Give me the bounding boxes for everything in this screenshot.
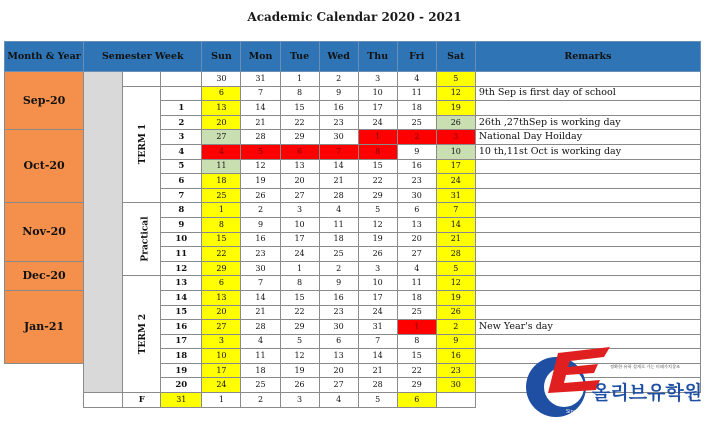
header-sat: Sat [436, 42, 475, 72]
day-cell-wed: 23 [319, 305, 358, 320]
term-empty [123, 72, 161, 87]
week-number: 10 [161, 232, 202, 247]
day-cell-mon: 23 [241, 247, 280, 262]
day-cell-fri: 25 [397, 115, 436, 130]
day-cell-fri: 27 [397, 247, 436, 262]
day-cell-wed: 4 [319, 203, 358, 218]
remark-cell [475, 101, 700, 116]
day-cell-tue: 2 [241, 393, 280, 408]
day-cell-thu: 24 [358, 115, 397, 130]
month-cell: Dec-20 [5, 261, 84, 290]
day-cell-fri: 5 [358, 393, 397, 408]
day-cell-wed: 25 [319, 247, 358, 262]
day-cell-tue: 13 [280, 159, 319, 174]
week-number: 15 [161, 305, 202, 320]
day-cell-fri: 23 [397, 174, 436, 189]
header-semester-week: Semester Week [84, 42, 202, 72]
day-cell-sat: 17 [436, 159, 475, 174]
day-cell-tue: 20 [280, 174, 319, 189]
day-cell-fri: 11 [397, 86, 436, 101]
day-cell-mon: 2 [241, 203, 280, 218]
day-cell-tue: 6 [280, 144, 319, 159]
day-cell-fri: 18 [397, 290, 436, 305]
remark-cell [475, 247, 700, 262]
remark-cell: 26th ,27thSep is working day [475, 115, 700, 130]
day-cell-wed: 27 [319, 378, 358, 393]
day-cell-sat: 5 [436, 261, 475, 276]
day-cell-thu: 15 [358, 159, 397, 174]
week-number: 5 [161, 159, 202, 174]
day-cell-fri: 1 [397, 320, 436, 335]
remark-cell [436, 393, 475, 408]
month-cell: Jan-21 [5, 290, 84, 363]
week-number: 6 [161, 174, 202, 189]
day-cell-thu: 17 [358, 290, 397, 305]
semester-empty [84, 393, 123, 408]
header-fri: Fri [397, 42, 436, 72]
day-cell-sat: 16 [436, 349, 475, 364]
week-number: 11 [161, 247, 202, 262]
remark-cell [475, 159, 700, 174]
week-number [161, 86, 202, 101]
remark-cell [475, 174, 700, 189]
day-cell-tue: 19 [280, 363, 319, 378]
day-cell-sun: 11 [202, 159, 241, 174]
remark-cell [475, 217, 700, 232]
day-cell-fri: 15 [397, 349, 436, 364]
day-cell-sun: 13 [202, 290, 241, 305]
day-cell-tue: 3 [280, 203, 319, 218]
day-cell-thu: 8 [358, 144, 397, 159]
day-cell-sat: 3 [436, 130, 475, 145]
week-number: 8 [161, 203, 202, 218]
day-cell-sun: 30 [202, 72, 241, 87]
day-cell-fri: 25 [397, 305, 436, 320]
remark-cell: 10 th,11st Oct is working day [475, 144, 700, 159]
day-cell-thu: 31 [358, 320, 397, 335]
day-cell-sun: 1 [202, 203, 241, 218]
day-cell-mon: 28 [241, 320, 280, 335]
day-cell-fri: 4 [397, 72, 436, 87]
logo-tagline: 정확한 유학 설계로 가는 미래가치창조 [610, 364, 681, 369]
week-number: 19 [161, 363, 202, 378]
remark-cell [475, 276, 700, 291]
day-cell-thu: 26 [358, 247, 397, 262]
header-remarks: Remarks [475, 42, 700, 72]
day-cell-sun: 15 [202, 232, 241, 247]
day-cell-wed: 21 [319, 174, 358, 189]
day-cell-thu: 3 [358, 261, 397, 276]
day-cell-sat: 10 [436, 144, 475, 159]
day-cell-sat: 14 [436, 217, 475, 232]
day-cell-tue: 8 [280, 276, 319, 291]
day-cell-wed: 2 [319, 72, 358, 87]
week-number: 1 [161, 101, 202, 116]
day-cell-sat: 26 [436, 115, 475, 130]
week-number: 2 [161, 115, 202, 130]
day-cell-thu: 14 [358, 349, 397, 364]
day-cell-tue: 26 [280, 378, 319, 393]
day-cell-wed: 28 [319, 188, 358, 203]
day-cell-mon: 28 [241, 130, 280, 145]
remark-cell [475, 72, 700, 87]
day-cell-sun: 3 [202, 334, 241, 349]
day-cell-fri: 29 [397, 378, 436, 393]
day-cell-mon: 7 [241, 86, 280, 101]
day-cell-wed: 9 [319, 276, 358, 291]
day-cell-wed: 13 [319, 349, 358, 364]
day-cell-sun: 18 [202, 174, 241, 189]
month-empty [5, 363, 84, 407]
term-cell [123, 86, 161, 203]
day-cell-thu: 1 [358, 130, 397, 145]
day-cell-tue: 22 [280, 115, 319, 130]
week-number: 14 [161, 290, 202, 305]
week-number: 20 [161, 378, 202, 393]
week-number: 7 [161, 188, 202, 203]
header-thu: Thu [358, 42, 397, 72]
day-cell-fri: 2 [397, 130, 436, 145]
header-sun: Sun [202, 42, 241, 72]
day-cell-wed: 2 [319, 261, 358, 276]
remark-cell [475, 232, 700, 247]
day-cell-fri: 11 [397, 276, 436, 291]
remark-cell [475, 290, 700, 305]
day-cell-fri: 4 [397, 261, 436, 276]
day-cell-thu: 10 [358, 276, 397, 291]
day-cell-tue: 29 [280, 130, 319, 145]
day-cell-fri: 30 [397, 188, 436, 203]
day-cell-tue: 5 [280, 334, 319, 349]
day-cell-wed: 3 [280, 393, 319, 408]
day-cell-sun: 31 [161, 393, 202, 408]
week-number: F [123, 393, 161, 408]
day-cell-wed: 7 [319, 144, 358, 159]
week-number: 16 [161, 320, 202, 335]
day-cell-tue: 29 [280, 320, 319, 335]
day-cell-sat: 19 [436, 101, 475, 116]
day-cell-sun: 10 [202, 349, 241, 364]
day-cell-thu: 12 [358, 217, 397, 232]
day-cell-mon: 9 [241, 217, 280, 232]
day-cell-wed: 18 [319, 232, 358, 247]
day-cell-sun: 24 [202, 378, 241, 393]
day-cell-sat: 24 [436, 174, 475, 189]
day-cell-tue: 1 [280, 72, 319, 87]
day-cell-thu: 10 [358, 86, 397, 101]
day-cell-thu: 7 [358, 334, 397, 349]
day-cell-sat: 6 [397, 393, 436, 408]
day-cell-tue: 10 [280, 217, 319, 232]
day-cell-sat: 28 [436, 247, 475, 262]
day-cell-sun: 8 [202, 217, 241, 232]
day-cell-sat: 2 [436, 320, 475, 335]
page-title: Academic Calendar 2020 - 2021 [247, 10, 462, 24]
day-cell-thu: 5 [358, 203, 397, 218]
day-cell-mon: 19 [241, 174, 280, 189]
remark-cell [475, 188, 700, 203]
day-cell-tue: 15 [280, 290, 319, 305]
day-cell-sun: 27 [202, 320, 241, 335]
day-cell-fri: 6 [397, 203, 436, 218]
day-cell-sun: 20 [202, 115, 241, 130]
day-cell-thu: 4 [319, 393, 358, 408]
day-cell-wed: 9 [319, 86, 358, 101]
day-cell-sun: 13 [202, 101, 241, 116]
day-cell-sat: 30 [436, 378, 475, 393]
day-cell-wed: 14 [319, 159, 358, 174]
day-cell-wed: 30 [319, 130, 358, 145]
term-label: TERM 2 [138, 313, 149, 355]
day-cell-thu: 17 [358, 101, 397, 116]
remark-cell [475, 261, 700, 276]
day-cell-mon: 7 [241, 276, 280, 291]
week-number: 3 [161, 130, 202, 145]
day-cell-wed: 16 [319, 101, 358, 116]
day-cell-sat: 19 [436, 290, 475, 305]
day-cell-sun: 25 [202, 188, 241, 203]
day-cell-sun: 17 [202, 363, 241, 378]
day-cell-sat: 5 [436, 72, 475, 87]
header-month-year: Month & Year [5, 42, 84, 72]
day-cell-thu: 28 [358, 378, 397, 393]
day-cell-mon: 31 [241, 72, 280, 87]
day-cell-mon: 11 [241, 349, 280, 364]
week-number [161, 72, 202, 87]
term-cell [123, 276, 161, 393]
day-cell-sat: 23 [436, 363, 475, 378]
day-cell-mon: 26 [241, 188, 280, 203]
week-number: 9 [161, 217, 202, 232]
day-cell-sat: 21 [436, 232, 475, 247]
day-cell-tue: 8 [280, 86, 319, 101]
day-cell-thu: 3 [358, 72, 397, 87]
day-cell-tue: 27 [280, 188, 319, 203]
remark-cell [475, 305, 700, 320]
remark-cell: National Day Hoilday [475, 130, 700, 145]
day-cell-thu: 29 [358, 188, 397, 203]
day-cell-fri: 13 [397, 217, 436, 232]
day-cell-wed: 11 [319, 217, 358, 232]
month-cell: Oct-20 [5, 130, 84, 203]
term-cell [123, 203, 161, 276]
day-cell-mon: 25 [241, 378, 280, 393]
day-cell-thu: 21 [358, 363, 397, 378]
day-cell-sat: 12 [436, 276, 475, 291]
day-cell-tue: 1 [280, 261, 319, 276]
logo-since: Since 2001 [566, 409, 594, 415]
day-cell-sun: 29 [202, 261, 241, 276]
day-cell-sat: 12 [436, 86, 475, 101]
day-cell-mon: 21 [241, 115, 280, 130]
day-cell-sun: 4 [202, 144, 241, 159]
day-cell-fri: 16 [397, 159, 436, 174]
month-cell: Nov-20 [5, 203, 84, 261]
day-cell-tue: 22 [280, 305, 319, 320]
day-cell-sun: 6 [202, 86, 241, 101]
day-cell-mon: 30 [241, 261, 280, 276]
day-cell-mon: 21 [241, 305, 280, 320]
week-number: 4 [161, 144, 202, 159]
header-tue: Tue [280, 42, 319, 72]
day-cell-fri: 18 [397, 101, 436, 116]
day-cell-mon: 1 [202, 393, 241, 408]
day-cell-mon: 4 [241, 334, 280, 349]
header-wed: Wed [319, 42, 358, 72]
olive-study-abroad-logo [518, 343, 702, 427]
day-cell-tue: 12 [280, 349, 319, 364]
day-cell-mon: 14 [241, 290, 280, 305]
day-cell-wed: 30 [319, 320, 358, 335]
day-cell-sun: 20 [202, 305, 241, 320]
day-cell-mon: 16 [241, 232, 280, 247]
day-cell-thu: 24 [358, 305, 397, 320]
day-cell-wed: 23 [319, 115, 358, 130]
month-cell: Sep-20 [5, 72, 84, 130]
day-cell-mon: 12 [241, 159, 280, 174]
day-cell-fri: 8 [397, 334, 436, 349]
day-cell-thu: 22 [358, 174, 397, 189]
week-number: 13 [161, 276, 202, 291]
header-mon: Mon [241, 42, 280, 72]
day-cell-thu: 19 [358, 232, 397, 247]
logo-name: 올리브유학원 [592, 382, 702, 404]
day-cell-sun: 27 [202, 130, 241, 145]
remark-cell: 9th Sep is first day of school [475, 86, 700, 101]
term-label: Practical [140, 216, 151, 262]
day-cell-sun: 22 [202, 247, 241, 262]
header-row [5, 42, 701, 72]
week-number: 17 [161, 334, 202, 349]
day-cell-wed: 20 [319, 363, 358, 378]
term-label: TERM 1 [138, 124, 149, 165]
day-cell-tue: 24 [280, 247, 319, 262]
day-cell-sat: 7 [436, 203, 475, 218]
day-cell-sat: 31 [436, 188, 475, 203]
day-cell-tue: 17 [280, 232, 319, 247]
week-number: 18 [161, 349, 202, 364]
semester-cell [84, 72, 123, 393]
day-cell-fri: 20 [397, 232, 436, 247]
day-cell-mon: 14 [241, 101, 280, 116]
day-cell-wed: 16 [319, 290, 358, 305]
remark-cell [475, 203, 700, 218]
day-cell-mon: 5 [241, 144, 280, 159]
day-cell-sun: 6 [202, 276, 241, 291]
remark-cell: New Year's day [475, 320, 700, 335]
day-cell-fri: 9 [397, 144, 436, 159]
day-cell-wed: 6 [319, 334, 358, 349]
day-cell-sat: 9 [436, 334, 475, 349]
week-number: 12 [161, 261, 202, 276]
day-cell-tue: 15 [280, 101, 319, 116]
day-cell-mon: 18 [241, 363, 280, 378]
day-cell-sat: 26 [436, 305, 475, 320]
day-cell-fri: 22 [397, 363, 436, 378]
calendar-row [5, 72, 701, 87]
